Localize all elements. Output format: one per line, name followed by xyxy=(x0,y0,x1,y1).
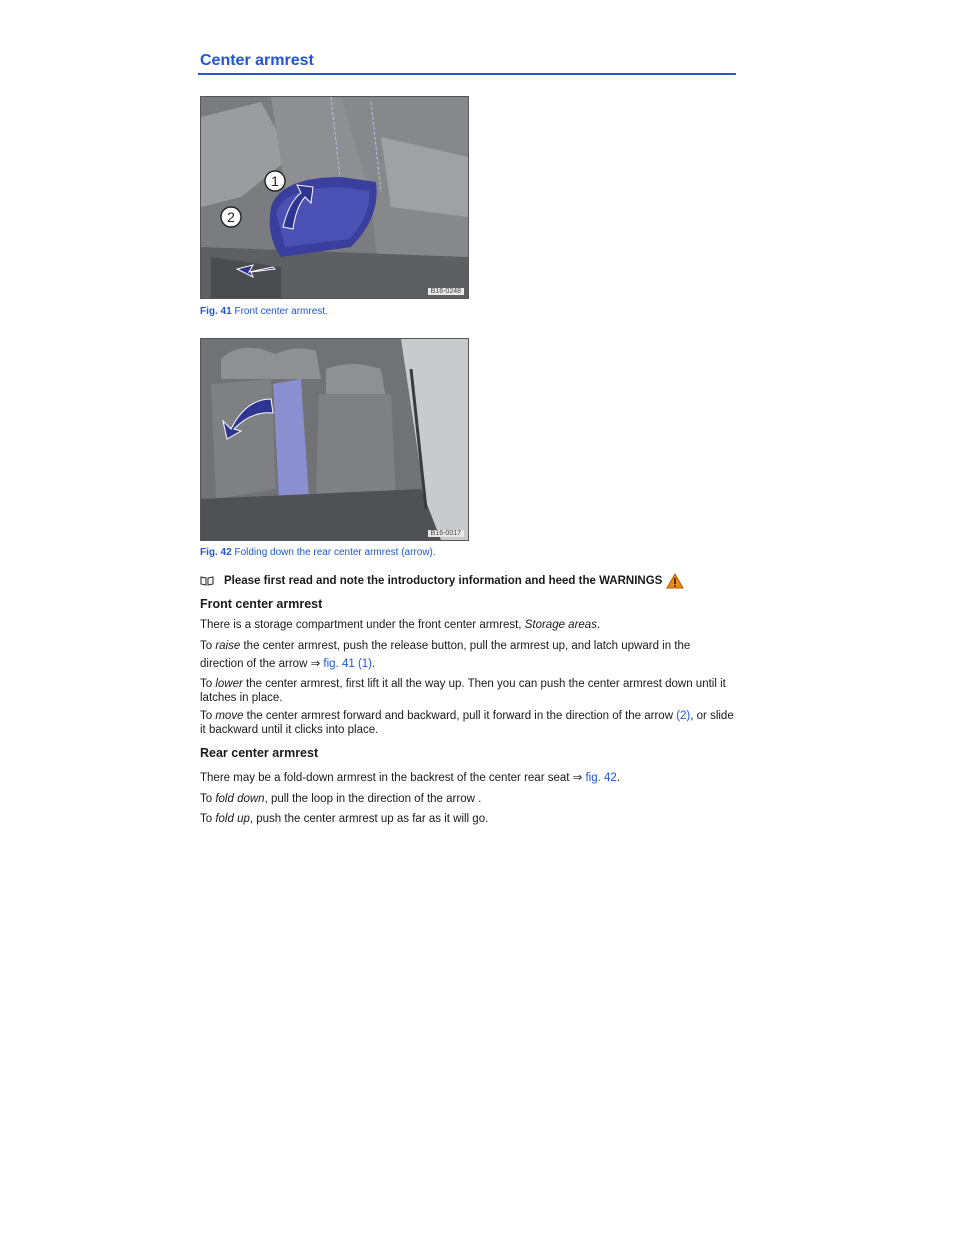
paragraph: To lower the center armrest, first lift it all the way up. Then you can push the center armrest down until it latches in place. xyxy=(200,678,726,704)
intro-notice xyxy=(200,573,740,589)
figure-rear-armrest xyxy=(200,338,469,541)
marker-1-label: 1 xyxy=(271,173,279,189)
warning-icon[interactable] xyxy=(666,573,684,589)
figure-label: Fig. 41 xyxy=(200,306,232,317)
page-title: Center armrest xyxy=(200,52,314,69)
storage-areas-ref: Storage areas xyxy=(524,619,597,631)
fig42-link[interactable]: fig. 42 xyxy=(585,772,617,784)
figure-code: B16-0248 xyxy=(428,288,464,295)
paragraph: There may be a fold-down armrest in the backrest of the center rear seat ⇒ fig. 42. xyxy=(200,772,621,784)
figure-label: Fig. 42 xyxy=(200,547,232,558)
figure-caption-text: Front center armrest. xyxy=(234,306,328,317)
marker-2-icon xyxy=(219,205,243,229)
section-heading-rear: Rear center armrest xyxy=(200,746,319,760)
fig41-link[interactable]: fig. 41 (1) xyxy=(323,658,372,670)
book-icon xyxy=(200,576,214,586)
arrow-2-link[interactable]: (2) xyxy=(676,710,691,722)
title-rule xyxy=(198,73,736,75)
figure-front-armrest xyxy=(200,96,469,299)
paragraph: To move the center armrest forward and backward, pull it forward in the direction of the arrow (2), or slide it backward until it clicks into place. xyxy=(200,710,734,736)
figure-caption-text: Folding down the rear center armrest (arrow). xyxy=(234,547,436,558)
notice-text: Please first read and note the introductory information and heed the WARNINGS xyxy=(224,575,663,587)
front-armrest-illustration xyxy=(201,97,468,298)
figure-code: B16-0017 xyxy=(428,530,464,537)
figure-caption xyxy=(200,306,328,317)
figure-caption xyxy=(200,547,436,558)
paragraph: To fold down, pull the loop in the direction of the arrow . xyxy=(200,793,482,805)
paragraph: There is a storage compartment under the front center armrest, Storage areas. xyxy=(200,619,601,631)
marker-1-icon xyxy=(263,169,287,193)
paragraph: To raise the center armrest, push the release button, pull the armrest up, and latch upward in the xyxy=(200,640,691,652)
paragraph: To fold up, push the center armrest up as far as it will go. xyxy=(200,813,489,825)
marker-2-label: 2 xyxy=(227,209,235,225)
paragraph: direction of the arrow ⇒ fig. 41 (1). xyxy=(200,658,376,670)
rear-armrest-illustration xyxy=(201,339,468,540)
section-heading-front: Front center armrest xyxy=(200,597,323,611)
